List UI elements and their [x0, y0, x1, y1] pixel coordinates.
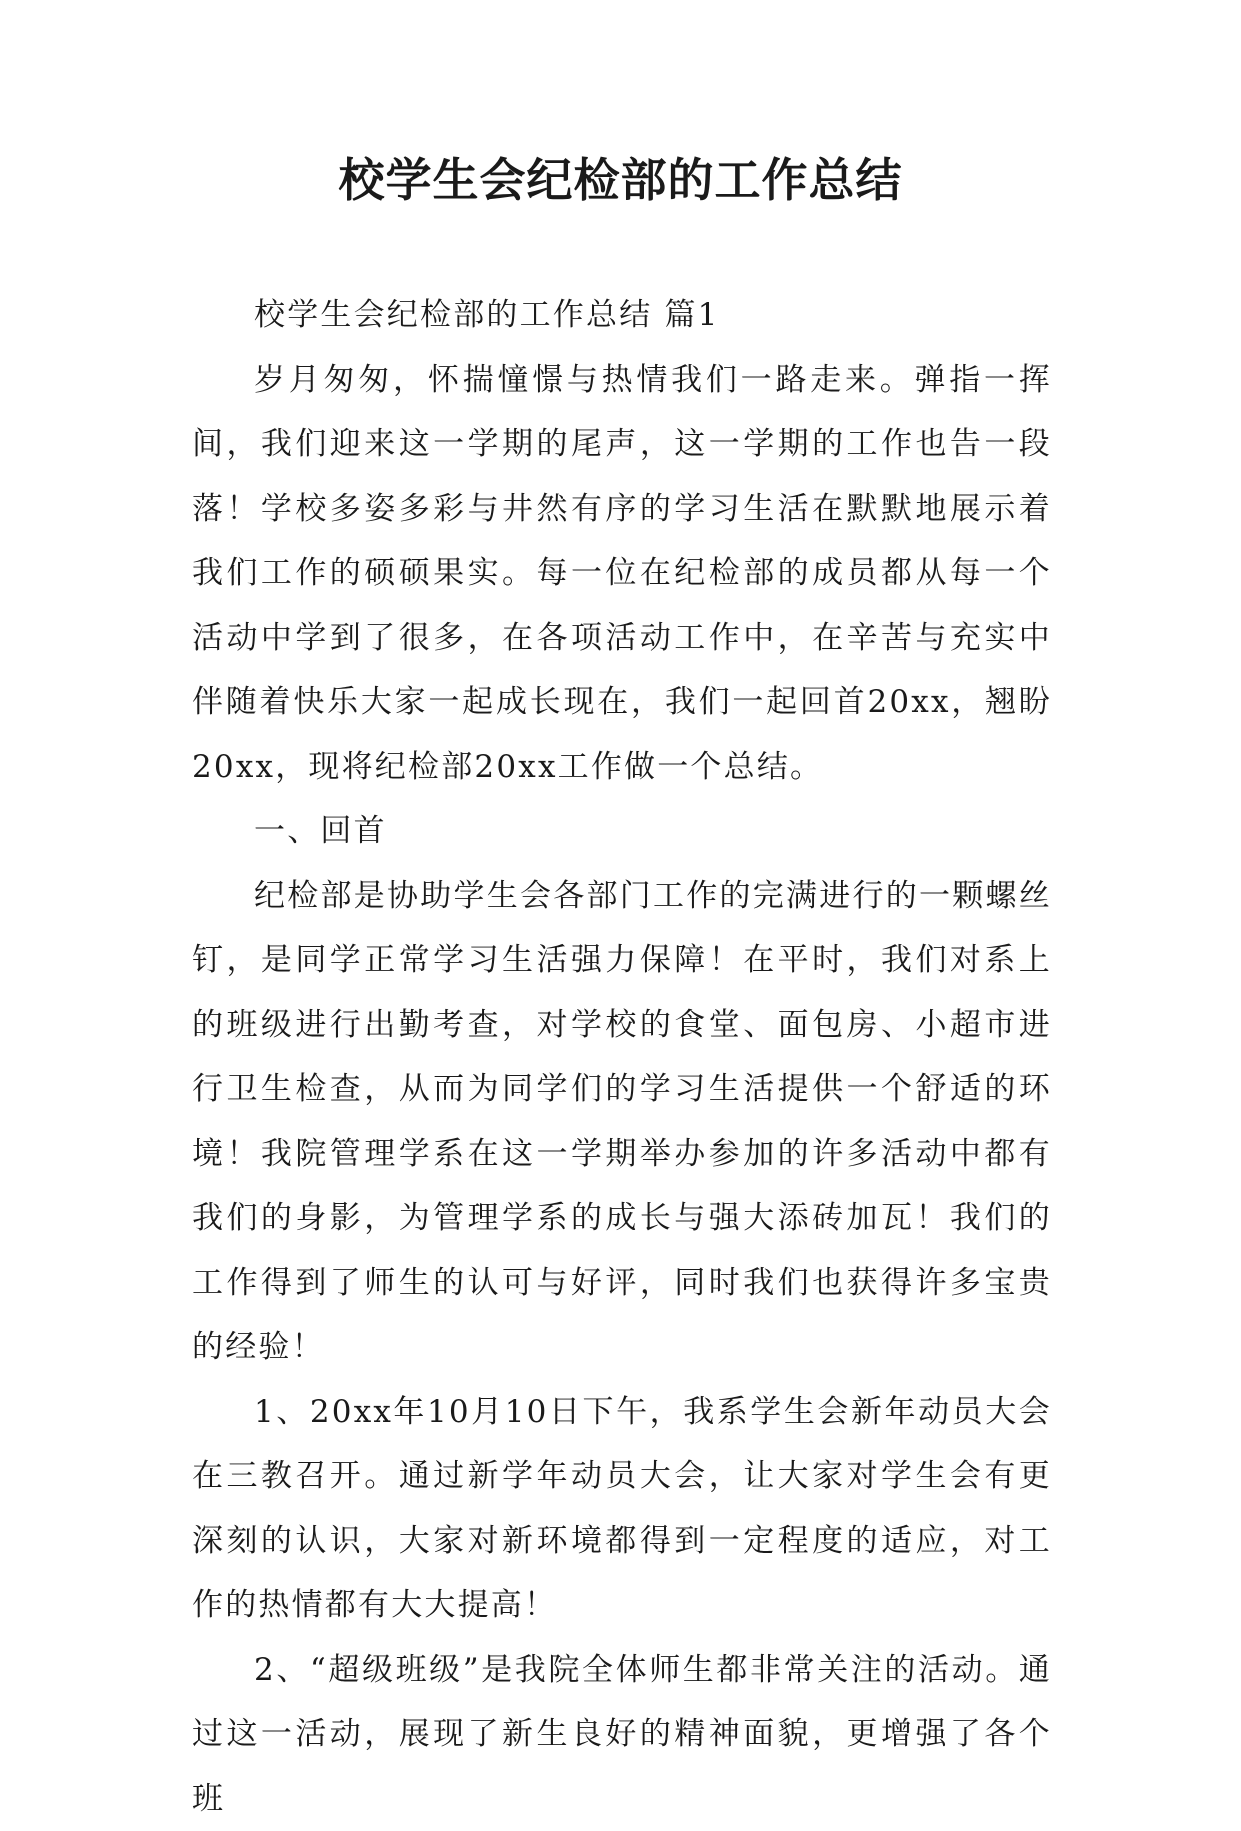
subsection-heading: 一、回首 — [192, 799, 1052, 864]
section-heading: 校学生会纪检部的工作总结 篇1 — [192, 283, 1052, 348]
document-title: 校学生会纪检部的工作总结 — [0, 150, 1241, 210]
list-item: 1、20xx年10月10日下午，我系学生会新年动员大会在三教召开。通过新学年动员大会，让大家对学生会有更深刻的认识，大家对新环境都得到一定程度的适应，对工作的热情都有大大提高！ — [192, 1380, 1052, 1638]
list-item: 2、“超级班级”是我院全体师生都非常关注的活动。通过这一活动，展现了新生良好的精神面貌，更增强了各个班 — [192, 1638, 1052, 1831]
intro-paragraph: 岁月匆匆，怀揣憧憬与热情我们一路走来。弹指一挥间，我们迎来这一学期的尾声，这一学期的工作也告一段落！学校多姿多彩与井然有序的学习生活在默默地展示着我们工作的硕硕果实。每一位在纪检部的成员都从每一个活动中学到了很多，在各项活动工作中，在辛苦与充实中伴随着快乐大家一起成长现在，我们一起回首20xx，翘盼20xx，现将纪检部20xx工作做一个总结。 — [192, 348, 1052, 800]
body-paragraph: 纪检部是协助学生会各部门工作的完满进行的一颗螺丝钉，是同学正常学习生活强力保障！在平时，我们对系上的班级进行出勤考查，对学校的食堂、面包房、小超市进行卫生检查，从而为同学们的学习生活提供一个舒适的环境！我院管理学系在这一学期举办参加的许多活动中都有我们的身影，为管理学系的成长与强大添砖加瓦！我们的工作得到了师生的认可与好评，同时我们也获得许多宝贵的经验！ — [192, 864, 1052, 1380]
document-body — [192, 283, 1052, 1831]
